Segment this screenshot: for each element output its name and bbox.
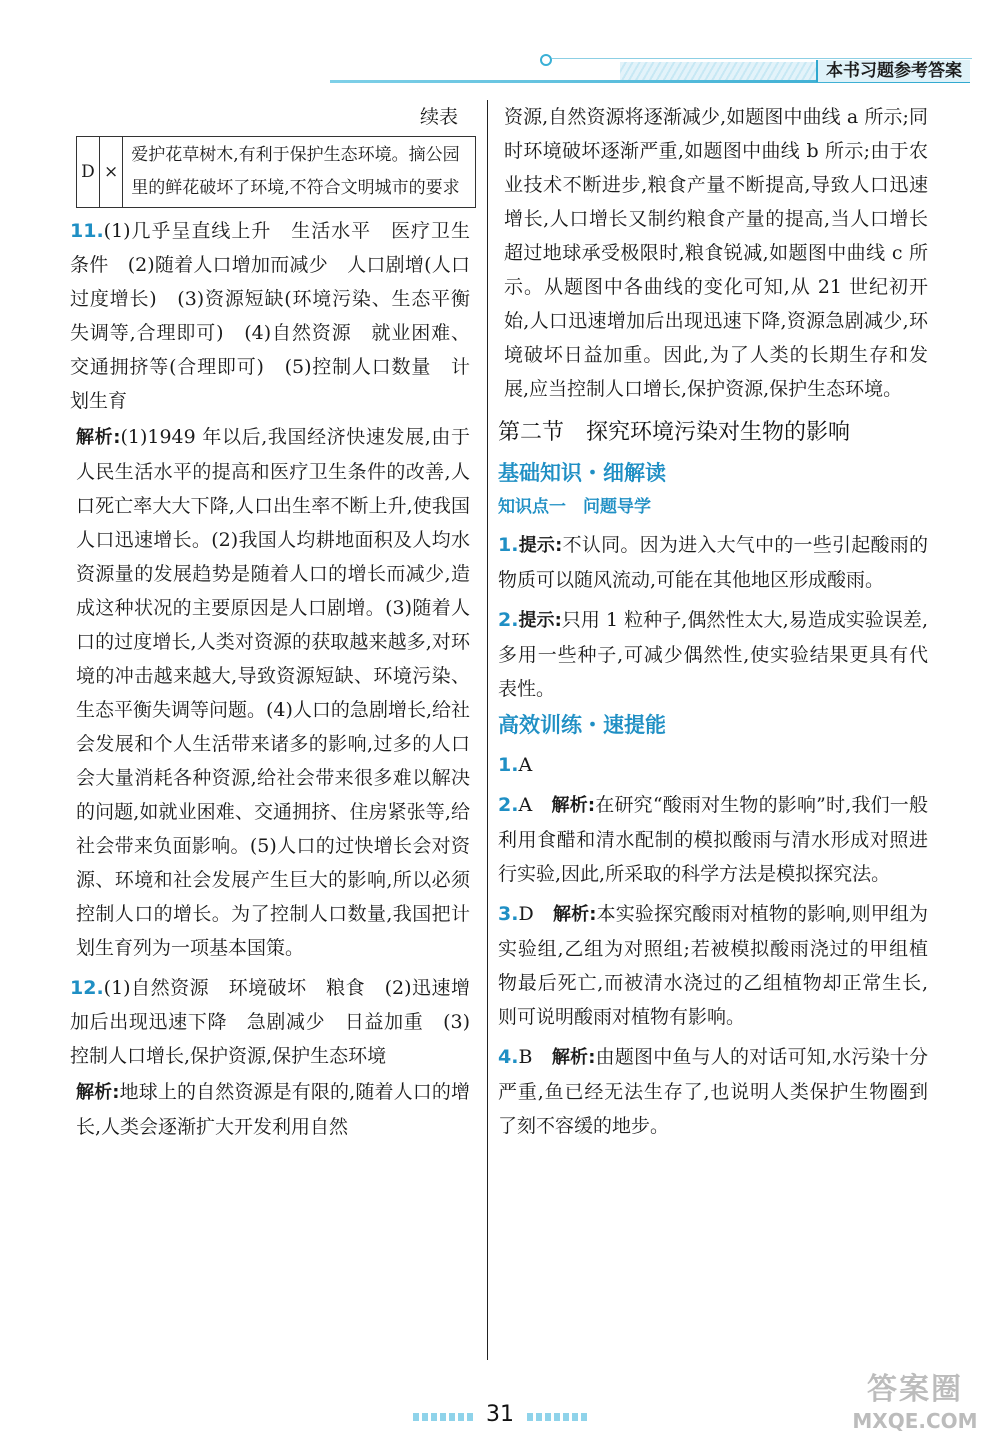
analysis-text: 在研究“酸雨对生物的影响”时,我们一般利用食醋和清水配制的模拟酸雨与清水形成对照进行实验,因此,所采取的科学方法是模拟探究法。 bbox=[498, 794, 928, 885]
section-title: 第二节 探究环境污染对生物的影响 bbox=[498, 420, 851, 445]
hint-2 bbox=[498, 603, 928, 706]
hint-label: 提示: bbox=[518, 535, 563, 556]
training-answer-3 bbox=[498, 897, 928, 1034]
analysis-label: 解析: bbox=[76, 427, 121, 448]
watermark-url: MXQE.COM bbox=[852, 1409, 978, 1433]
question-number: 2. bbox=[498, 609, 519, 631]
analysis-label: 解析: bbox=[552, 904, 597, 925]
hint-label: 提示: bbox=[518, 610, 562, 631]
table-cell-judgement: × bbox=[100, 137, 123, 208]
analysis-12-continued: 资源,自然资源将逐渐减少,如题图中曲线 a 所示;同时环境破坏逐渐严重,如题图中曲线 b 所示;由于农业技术不断进步,粮食产量不断提高,导致人口迅速增长,人口增长又制约粮食产量的提高,当人口增长超过地球承受极限时,粮食锐减,如题图中曲线 c 所示。从题图中各曲线的变化可知,从 21 世纪初开始,人口迅速增加后出现迅速下降,资源急剧减少,环境破坏日益加重。因此,为了人类的长期生存和发展,应当控制人口增长,保护资源,保护生态环境。 bbox=[504, 106, 928, 400]
knowledge-point-heading: 知识点一 问题导学 bbox=[498, 497, 651, 517]
question-number: 11. bbox=[70, 220, 104, 242]
analysis-label: 解析: bbox=[551, 795, 596, 816]
answer-choice: B bbox=[518, 1046, 533, 1068]
question-number: 3. bbox=[498, 903, 519, 925]
answer-text: (1)自然资源 环境破坏 粮食 (2)迅速增加后出现迅速下降 急剧减少 日益加重 (3)控制人口增长,保护资源,保护生态环境 bbox=[70, 977, 470, 1067]
answer-text: (1)几乎呈直线上升 生活水平 医疗卫生条件 (2)随着人口增加而减少 人口剧增(人口过度增长) (3)资源短缺(环境污染、生态平衡失调等,合理即可) (4)自然资源 就业困难、交通拥挤等(合理即可) (5)控制人口数量 计划生育 bbox=[70, 220, 470, 412]
continued-table bbox=[76, 136, 476, 208]
training-answer-4 bbox=[498, 1040, 928, 1143]
hint-text: 只用 1 粒种子,偶然性太大,易造成实验误差,多用一些种子,可减少偶然性,使实验结果更具有代表性。 bbox=[498, 609, 928, 700]
analysis-label: 解析: bbox=[551, 1047, 596, 1068]
hint-1 bbox=[498, 528, 928, 597]
question-number: 4. bbox=[498, 1046, 519, 1068]
analysis-text: 本实验探究酸雨对植物的影响,则甲组为实验组,乙组为对照组;若被模拟酸雨浇过的甲组植物最后死亡,而被清水浇过的乙组植物却正常生长,则可说明酸雨对植物有影响。 bbox=[498, 903, 928, 1028]
question-number: 12. bbox=[70, 977, 104, 999]
training-heading: 高效训练・速提能 bbox=[498, 713, 666, 737]
answer-choice: A bbox=[518, 794, 533, 816]
basic-knowledge-heading: 基础知识・细解读 bbox=[498, 461, 666, 485]
analysis-11 bbox=[70, 420, 470, 965]
question-number: 2. bbox=[498, 794, 519, 816]
question-number: 1. bbox=[498, 754, 519, 776]
analysis-label: 解析: bbox=[76, 1082, 120, 1103]
table-row bbox=[77, 137, 476, 208]
header-decoration-dot bbox=[540, 54, 552, 66]
right-column bbox=[498, 100, 928, 1145]
left-column bbox=[70, 100, 470, 1144]
page-header bbox=[330, 58, 970, 88]
watermark-text: 答案圈 bbox=[867, 1372, 963, 1407]
analysis-text: 地球上的自然资源是有限的,随着人口的增长,人类会逐渐扩大开发利用自然 bbox=[76, 1081, 470, 1138]
table-cell-reason: 爱护花草树木,有利于保护生态环境。摘公园里的鲜花破坏了环境,不符合文明城市的要求 bbox=[123, 137, 476, 208]
footer-decoration-left bbox=[413, 1413, 473, 1421]
footer-decoration-right bbox=[527, 1413, 587, 1421]
header-title: 本书习题参考答案 bbox=[816, 60, 970, 82]
question-number: 1. bbox=[498, 534, 519, 556]
page-number: 31 bbox=[486, 1402, 514, 1427]
answer-choice: D bbox=[518, 903, 534, 925]
analysis-text: (1)1949 年以后,我国经济快速发展,由于人民生活水平的提高和医疗卫生条件的改善,人口死亡率大大下降,人口出生率不断上升,使我国人口迅速增长。(2)我国人均耕地面积及人均水资源量的发展趋势是随着人口的增长而减少,造成这种状况的主要原因是人口剧增。(3)随着人口的过度增长,人类对资源的获取越来越多,对环境的冲击越来越大,导致资源短缺、环境污染、生态平衡失调等问题。(4)人口的急剧增长,给社会发展和个人生活带来诸多的影响,过多的人口会大量消耗各种资源,给社会带来很多难以解决的问题,如就业困难、交通拥挤、住房紧张等,给社会带来负面影响。(5)人口的过快增长会对资源、环境和社会发展产生巨大的影响,所以必须控制人口的增长。为了控制人口数量,我国把计划生育列为一项基本国策。 bbox=[76, 426, 471, 959]
analysis-text: 由题图中鱼与人的对话可知,水污染十分严重,鱼已经无法生存了,也说明人类保护生物圈到了刻不容缓的地步。 bbox=[498, 1046, 928, 1137]
table-cell-option: D bbox=[77, 137, 100, 208]
column-divider bbox=[487, 100, 488, 1360]
training-answer-1 bbox=[498, 748, 928, 782]
training-answer-2 bbox=[498, 788, 928, 891]
answer-12 bbox=[70, 971, 470, 1073]
answer-11 bbox=[70, 214, 470, 418]
continued-table-title: 续表 bbox=[419, 106, 458, 128]
answer-choice: A bbox=[518, 754, 533, 776]
watermark-logo bbox=[830, 1372, 1000, 1442]
analysis-12 bbox=[70, 1075, 470, 1144]
hint-text: 不认同。因为进入大气中的一些引起酸雨的物质可以随风流动,可能在其他地区形成酸雨。 bbox=[498, 534, 928, 591]
header-decoration-line bbox=[552, 58, 972, 59]
